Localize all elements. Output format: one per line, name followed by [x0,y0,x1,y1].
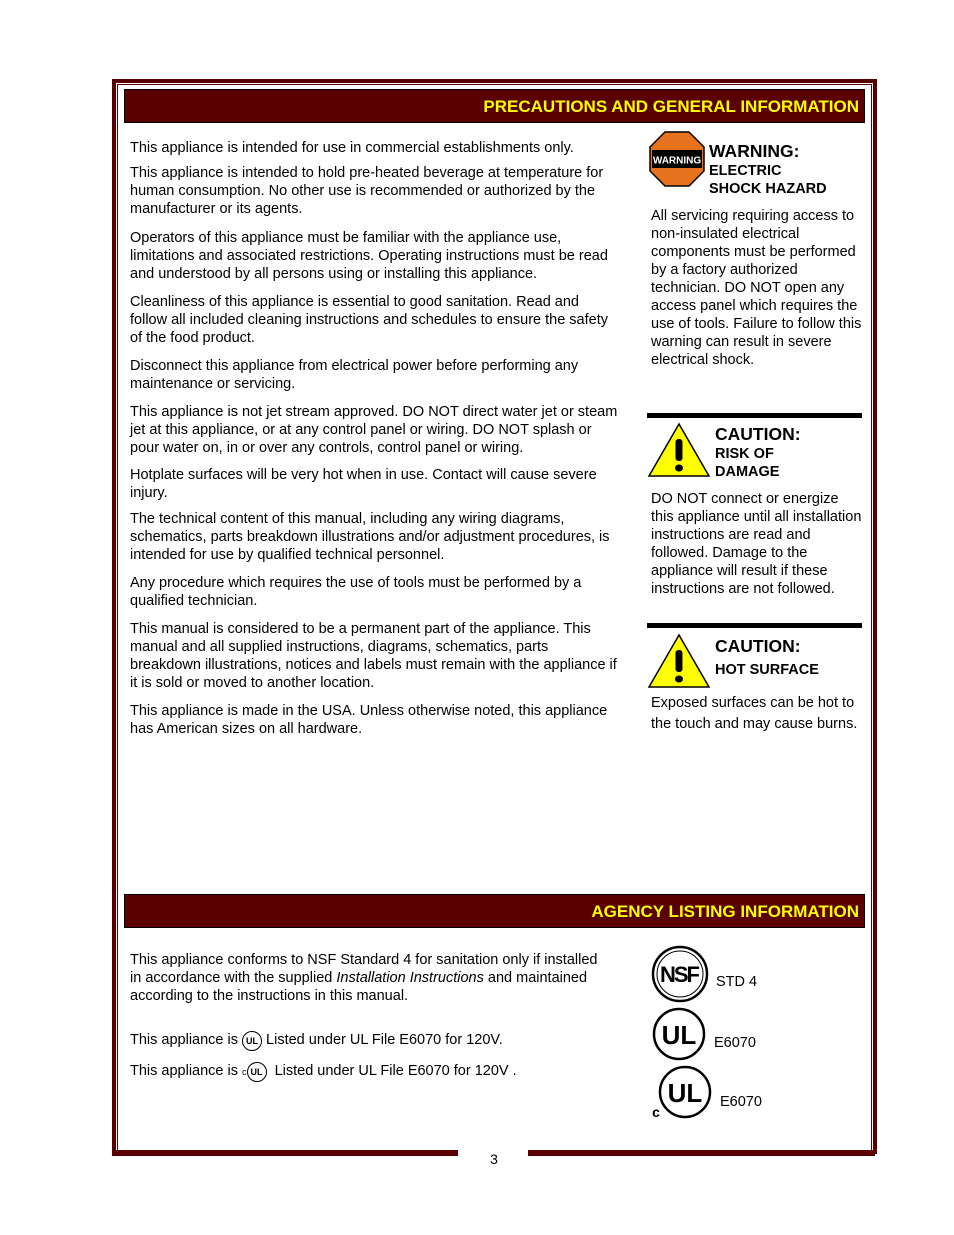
ul-line-1 [130,1031,610,1051]
caution-triangle-icon [647,422,711,478]
cul-logo-label: E6070 [720,1094,762,1110]
ul-line-2-pre: This appliance is [130,1063,238,1079]
caution2-heading [715,636,819,679]
caution1-sub2: DAMAGE [715,464,780,480]
cul-logo-c: c [652,1104,660,1119]
page-number: 3 [490,1151,498,1167]
paragraph-disconnect: Disconnect this appliance from electrical power before performing any maintenance or servicing. [130,358,579,392]
agency-text [130,951,610,1092]
caution1-sub1: RISK OF [715,446,774,462]
precautions-text [130,139,620,748]
nsf-logo-text: NSF [660,962,700,987]
caution1-title: CAUTION: [715,424,801,444]
ul-line-1-pre: This appliance is [130,1032,238,1048]
warning-octagon-icon [649,131,705,187]
nsf-text-post: and maintained according to the instructions in this manual. [130,970,588,1004]
ul-logo-icon [652,1007,706,1061]
warning-sub2: SHOCK HAZARD [709,181,827,197]
divider-2 [647,623,862,628]
paragraph-operators: Operators of this appliance must be familiar with the appliance use, limitations and associated restrictions. Operating instructions must be read and understood by all persons using or installing this appliance. [130,230,608,282]
cul-logo-text: UL [667,1078,703,1108]
warning-sub1: ELECTRIC [709,163,782,179]
cul-c-mark: c [242,1067,247,1077]
paragraph-tools: Any procedure which requires the use of tools must be performed by a qualified technician. [130,575,582,609]
caution2-body: Exposed surfaces can be hot to the touch and may cause burns. [651,695,858,732]
ul-mark-icon: UL [242,1031,262,1051]
paragraph-intended-use: This appliance is intended to hold pre-heated beverage at temperature for human consumption. No other use is recommended or authorized by the manufacturer or its agents. [130,165,604,217]
warning-sign-text: WARNING [652,155,702,167]
precautions-header: PRECAUTIONS AND GENERAL INFORMATION [124,89,865,123]
paragraph-technical: The technical content of this manual, including any wiring diagrams, schematics, parts breakdown illustrations and/or adjustment procedures, is intended for use by qualified technical personnel. [130,511,610,563]
paragraph-jet-stream: This appliance is not jet stream approved. DO NOT direct water jet or steam jet at this appliance, or at any control panel or wiring. DO NOT splash or pour water on, in or over any controls, control panel or wiring. [130,404,618,456]
agency-header: AGENCY LISTING INFORMATION [124,894,865,928]
cul-mark-icon: UL [247,1062,267,1082]
warning-title: WARNING: [709,141,800,161]
ul-line-2 [130,1062,610,1082]
caution2-title: CAUTION: [715,636,801,656]
ul-logo-text: UL [661,1020,697,1050]
nsf-paragraph [130,951,610,1005]
paragraph-commercial: This appliance is intended for use in commercial establishments only. [130,140,574,156]
paragraph-manual: This manual is considered to be a permanent part of the appliance. This manual and all supplied instructions, diagrams, schematics, parts breakdown illustrations, notices and labels must remain with the appliance if it is sold or moved to another location. [130,621,617,691]
warning-heading [709,141,827,198]
paragraph-cleanliness: Cleanliness of this appliance is essential to good sanitation. Read and follow all included cleaning instructions and schedules to ensure the safety of the food product. [130,294,608,346]
nsf-logo-label: STD 4 [716,974,758,990]
caution2-sub1: HOT SURFACE [715,662,819,678]
warning-body: All servicing requiring access to non-insulated electrical components must be performed by a factory authorized technician. DO NOT open any access panel which requires the use of tools. Failure to follow this warning can result in severe electrical shock. [651,208,862,368]
ul-logo-label: E6070 [714,1035,756,1051]
nsf-text-pre: This appliance conforms to NSF Standard 4 for sanitation only if installed in accordance with the supplied [130,952,598,986]
cul-logo-icon [652,1065,714,1119]
caution1-heading [715,424,801,481]
frame-bottom-right [528,1150,875,1156]
ul-line-1-post: Listed under UL File E6070 for 120V. [266,1032,503,1048]
caution1-body: DO NOT connect or energize this appliance until all installation instructions are read and followed. Damage to the appliance will result if these instructions are not followed. [651,491,862,597]
paragraph-hotplate: Hotplate surfaces will be very hot when in use. Contact will cause severe injury. [130,467,597,501]
ul-line-2-post: Listed under UL File E6070 for 120V . [274,1063,517,1079]
frame-bottom-left [112,1150,458,1156]
nsf-logo-icon [651,945,709,1003]
nsf-text-italic: Installation Instructions [336,970,484,986]
caution-triangle-icon [647,633,711,689]
divider-1 [647,413,862,418]
paragraph-usa: This appliance is made in the USA. Unless otherwise noted, this appliance has American sizes on all hardware. [130,703,608,737]
